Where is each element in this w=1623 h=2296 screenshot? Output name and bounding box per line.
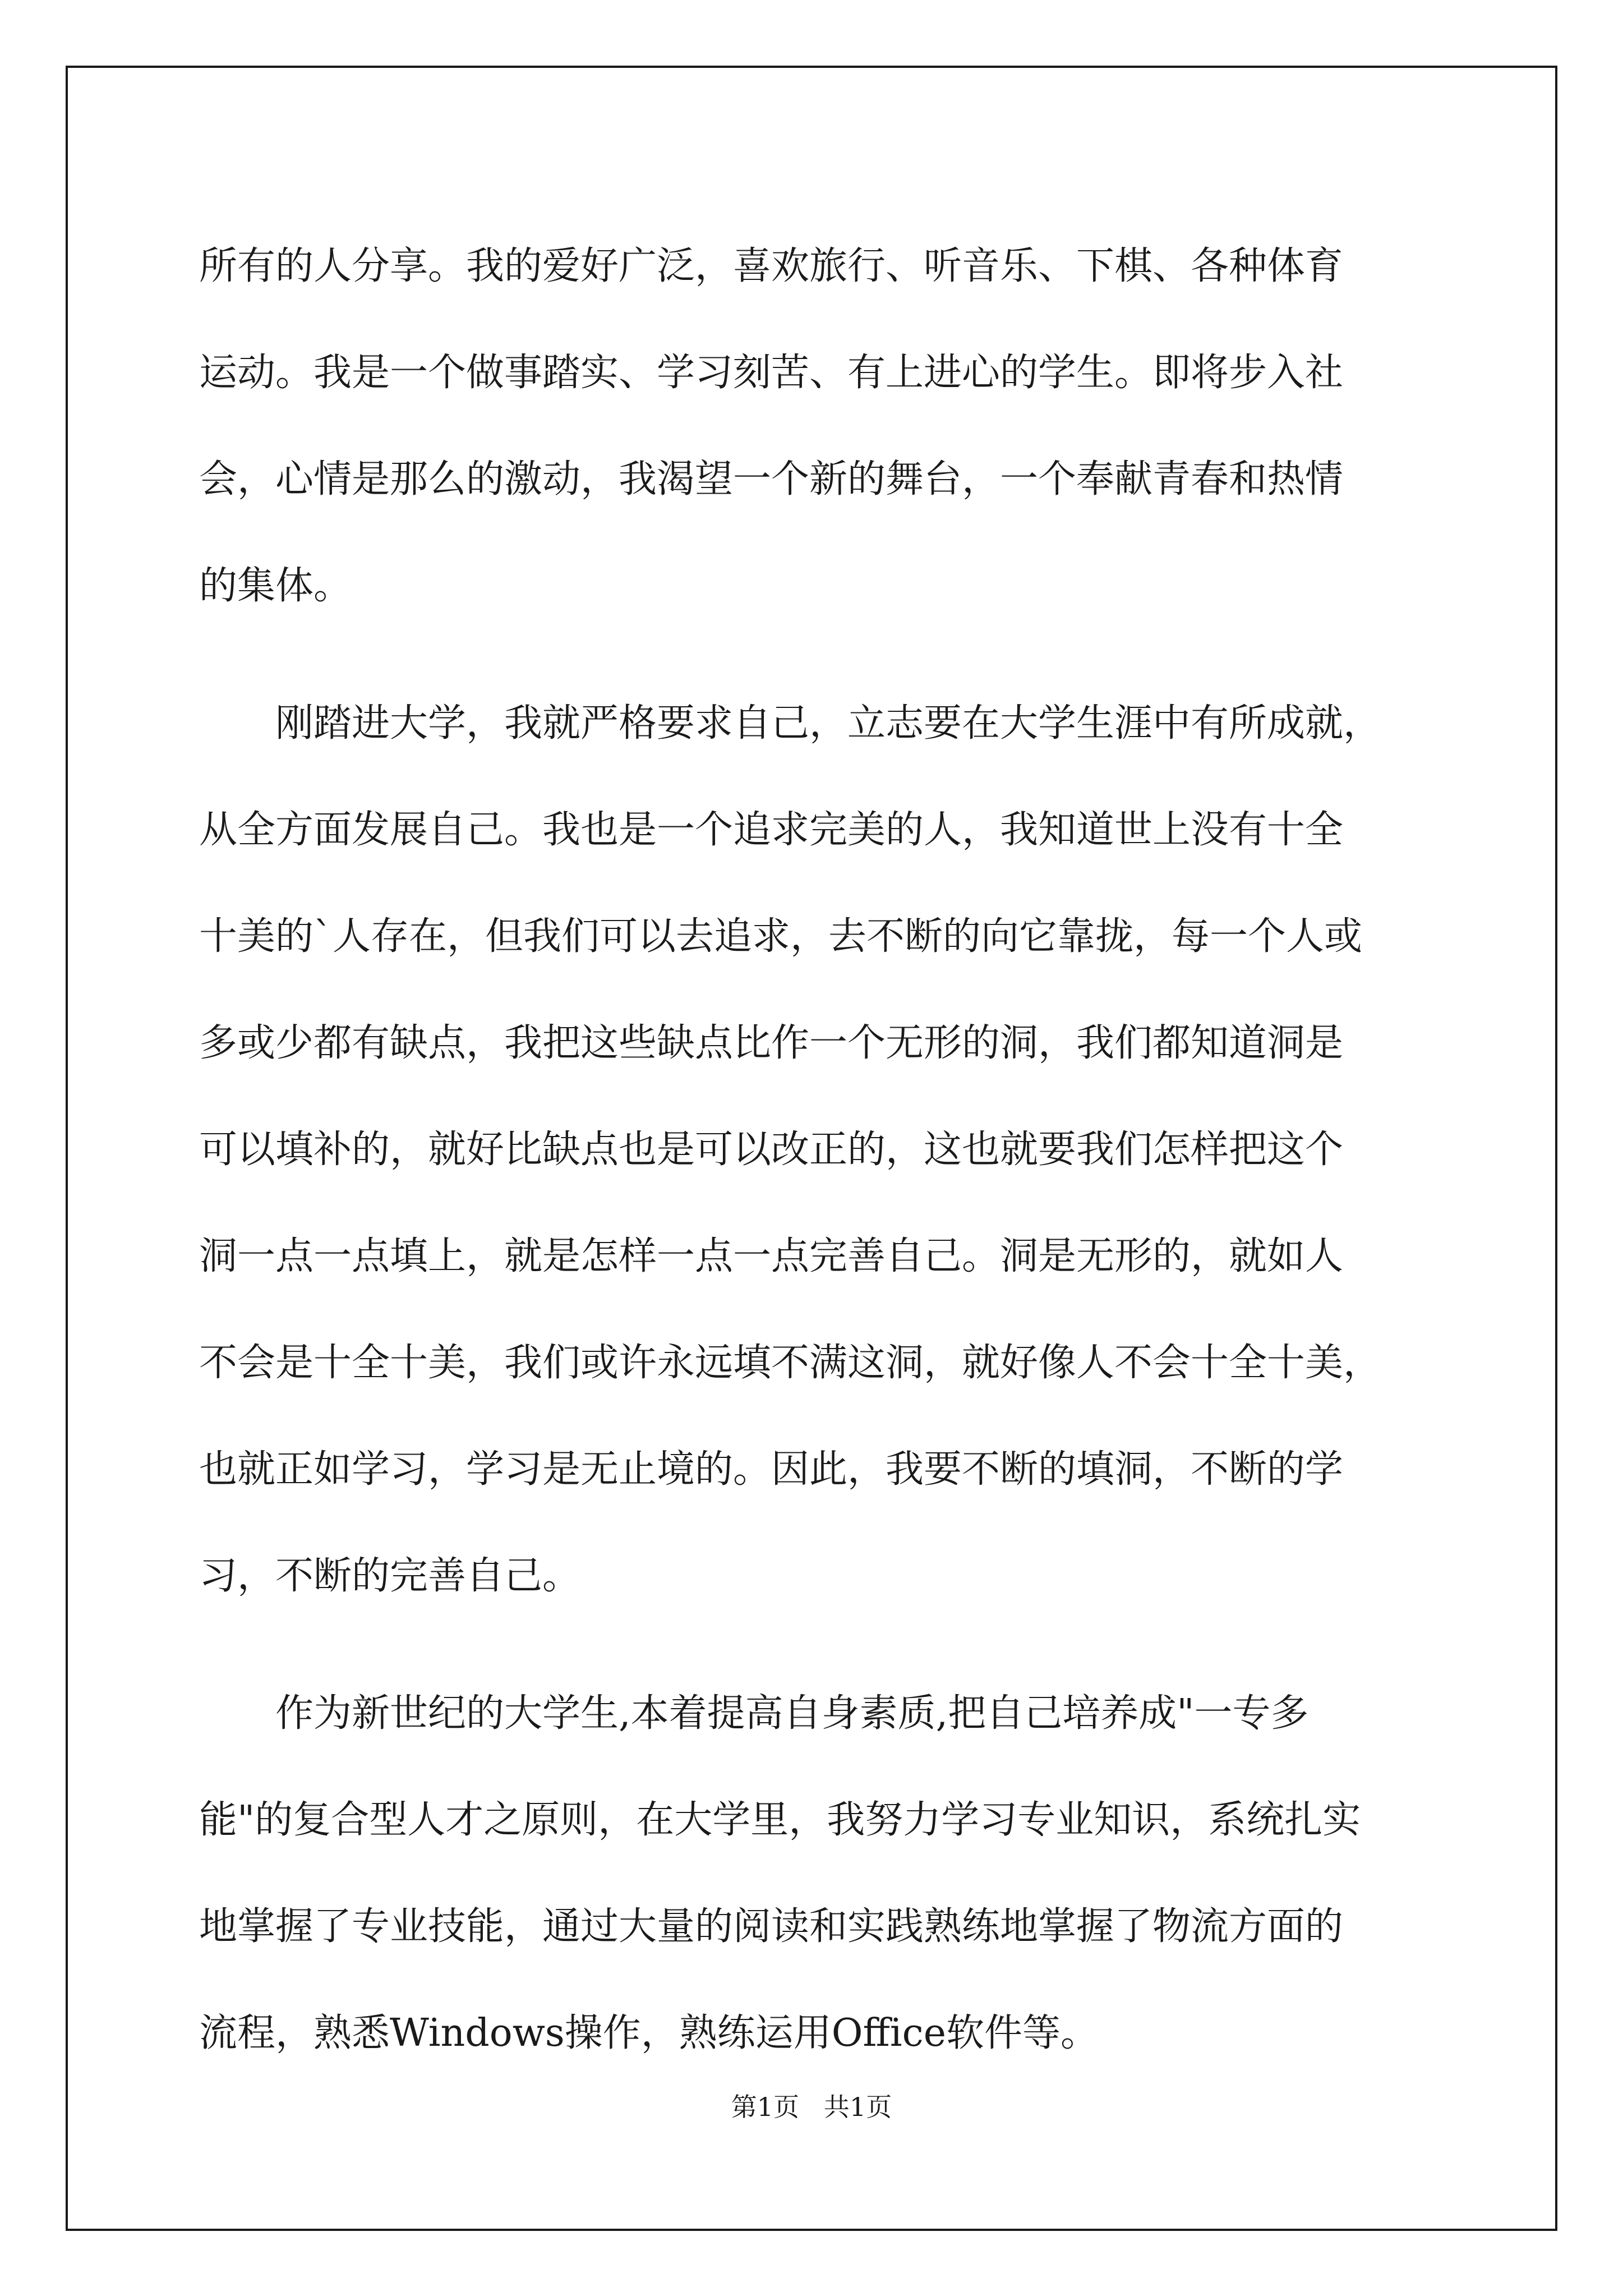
text-line: 地掌握了专业技能，通过大量的阅读和实践熟练地掌握了物流方面的 [199,1904,1344,1949]
text-line: 习，不断的完善自己。 [199,1554,581,1598]
paragraph [199,670,1433,1630]
text-line: 刚踏进大学，我就严格要求自己，立志要在大学生涯中有所成就， [199,701,1382,746]
text-line: 运动。我是一个做事踏实、学习刻苦、有上进心的学生。即将步入社 [199,351,1344,395]
text-line: 能"的复合型人才之原则，在大学里，我努力学习专业知识，系统扎实 [199,1798,1361,1842]
text-line: 多或少都有缺点，我把这些缺点比作一个无形的洞，我们都知道洞是 [199,1021,1344,1065]
text-line: 流程，熟悉Windows操作，熟练运用Office软件等。 [199,2011,1099,2055]
paragraph-gap [199,1630,1433,1660]
text-line: 可以填补的，就好比缺点也是可以改正的，这也就要我们怎样把这个 [199,1128,1344,1172]
text-line: 会，心情是那么的激动，我渴望一个新的舞台，一个奉献青春和热情 [199,457,1344,501]
text-line: 从全方面发展自己。我也是一个追求完美的人，我知道世上没有十全 [199,808,1344,852]
document-body [199,213,1433,2087]
text-line: 作为新世纪的大学生,本着提高自身素质,把自己培养成"一专多 [199,1691,1309,1736]
page-footer: 第1页 共1页 [731,2092,892,2122]
paragraph [199,213,1433,639]
text-line: 所有的人分享。我的爱好广泛，喜欢旅行、听音乐、下棋、各种体育 [199,244,1344,288]
paragraph-gap [199,639,1433,670]
text-line: 十美的`人存在，但我们可以去追求，去不断的向它靠拢，每一个人或 [199,914,1363,959]
paragraph [199,1660,1433,2087]
text-line: 洞一点一点填上，就是怎样一点一点完善自己。洞是无形的，就如人 [199,1234,1344,1278]
text-line: 的集体。 [199,564,352,608]
text-line: 也就正如学习，学习是无止境的。因此，我要不断的填洞，不断的学 [199,1447,1344,1492]
text-line: 不会是十全十美，我们或许永远填不满这洞，就好像人不会十全十美， [199,1341,1382,1385]
